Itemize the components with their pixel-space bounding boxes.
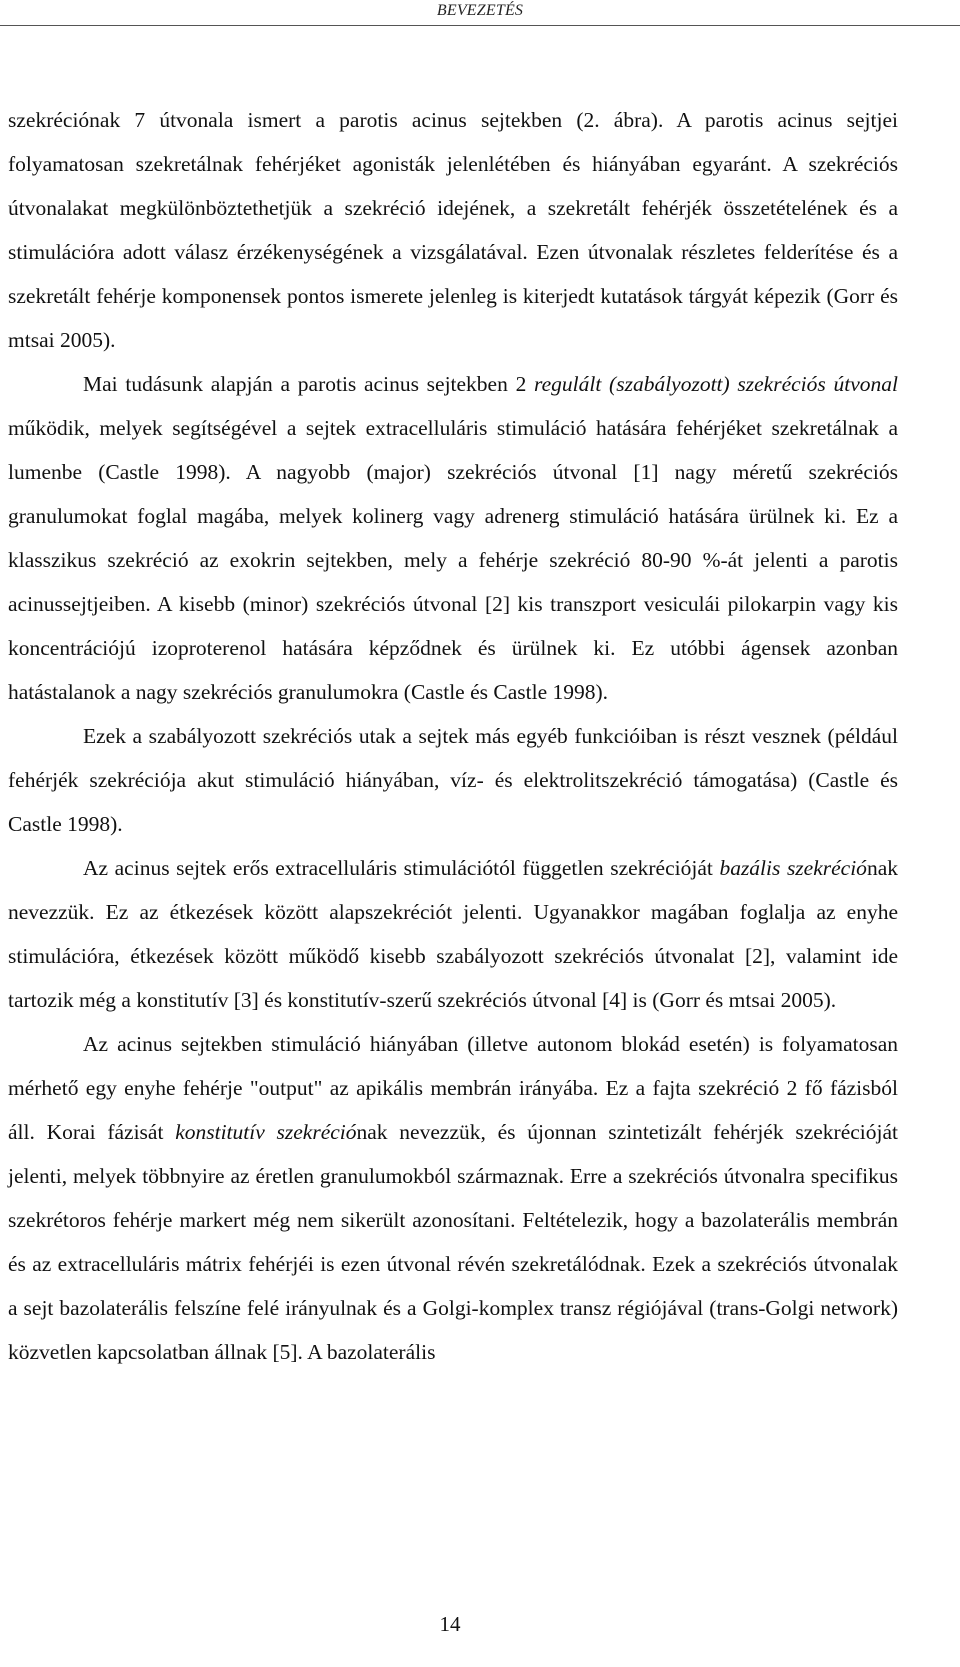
text-run: nak nevezzük, és újonnan szintetizált fehérjék szekrécióját jelenti, melyek többnyire az éretlen granulumokból származnak. Erre a szekréciós útvonalra specifikus szekrétoros fehérje markert még nem sikerült azonosítani. Feltételezik, hogy a bazolaterális membrán és az extracelluláris mátrix fehérjéi is ezen útvonal révén szekretálódnak. Ezek a szekréciós útvonalak a sejt bazolaterális felszíne felé irányulnak és a Golgi-komplex transz régiójával (trans-Golgi network) közvetlen kapcsolatban állnak [5]. A bazolaterális <box>8 1120 898 1364</box>
emphasis-text: regulált (szabályozott) szekréciós útvonal <box>534 372 898 396</box>
header-rule <box>0 25 960 26</box>
paragraph-5 <box>8 1022 898 1374</box>
paragraph-2 <box>8 362 898 714</box>
emphasis-text: konstitutív szekréció <box>175 1120 357 1144</box>
paragraph-1 <box>8 98 898 362</box>
text-run: Az acinus sejtekben stimuláció hiányában (illetve autonom blokád esetén) is folyamatosan mérhető egy enyhe fehérje "output" az apikális membrán irányába. Ez a fajta szekréció 2 fő fázisból áll. Korai fázisát <box>8 1032 898 1144</box>
paragraph-4 <box>8 846 898 1022</box>
page-number: 14 <box>439 1612 461 1636</box>
text-run: Az acinus sejtek erős extracelluláris stimulációtól független szekrécióját <box>83 856 720 880</box>
emphasis-text: bazális szekréció <box>719 856 867 880</box>
paragraph-3 <box>8 714 898 846</box>
text-run: Ezek a szabályozott szekréciós utak a sejtek más egyéb funkcióiban is részt vesznek (például fehérjék szekréciója akut stimuláció hiányában, víz- és elektrolitszekréció támogatása) (Castle és Castle 1998). <box>8 724 898 836</box>
text-run: szekréciónak 7 útvonala ismert a parotis acinus sejtekben (2. ábra). A parotis acinus sejtjei folyamatosan szekretálnak fehérjéket agonisták jelenlétében és hiányában egyaránt. A szekréciós útvonalakat megkülönböztethetjük a szekréció idejének, a szekretált fehérjék összetételének és a stimulációra adott válasz érzékenységének a vizsgálatával. Ezen útvonalak részletes felderítése és a szekretált fehérje komponensek pontos ismerete jelenleg is kiterjedt kutatások tárgyát képezik (Gorr és mtsai 2005). <box>8 108 898 352</box>
text-run: Mai tudásunk alapján a parotis acinus sejtekben 2 <box>83 372 535 396</box>
text-run: működik, melyek segítségével a sejtek extracelluláris stimuláció hatására fehérjéket szekretálnak a lumenbe (Castle 1998). A nagyobb (major) szekréciós útvonal [1] nagy méretű szekréciós granulumokat foglal magába, melyek kolinerg vagy adrenerg stimuláció hatására ürülnek ki. Ez a klasszikus szekréció az exokrin sejtekben, mely a fehérje szekréció 80-90 %-át jelenti a parotis acinussejtjeiben. A kisebb (minor) szekréciós útvonal [2] kis transzport vesiculái pilokarpin vagy kis koncentrációjú izoproterenol hatására képződnek és ürülnek ki. Ez utóbbi ágensek azonban hatástalanok a nagy szekréciós granulumokra (Castle és Castle 1998). <box>8 416 898 704</box>
running-header: BEVEZETÉS <box>436 2 524 19</box>
body-text <box>8 98 898 1374</box>
text-run: nak nevezzük. Ez az étkezések között alapszekréciót jelenti. Ugyanakkor magában foglalja az enyhe stimulációra, étkezések között működő kisebb szabályozott szekréciós útvonalat [2], valamint ide tartozik még a konstitutív [3] és konstitutív-szerű szekréciós útvonal [4] is (Gorr és mtsai 2005). <box>8 856 898 1012</box>
